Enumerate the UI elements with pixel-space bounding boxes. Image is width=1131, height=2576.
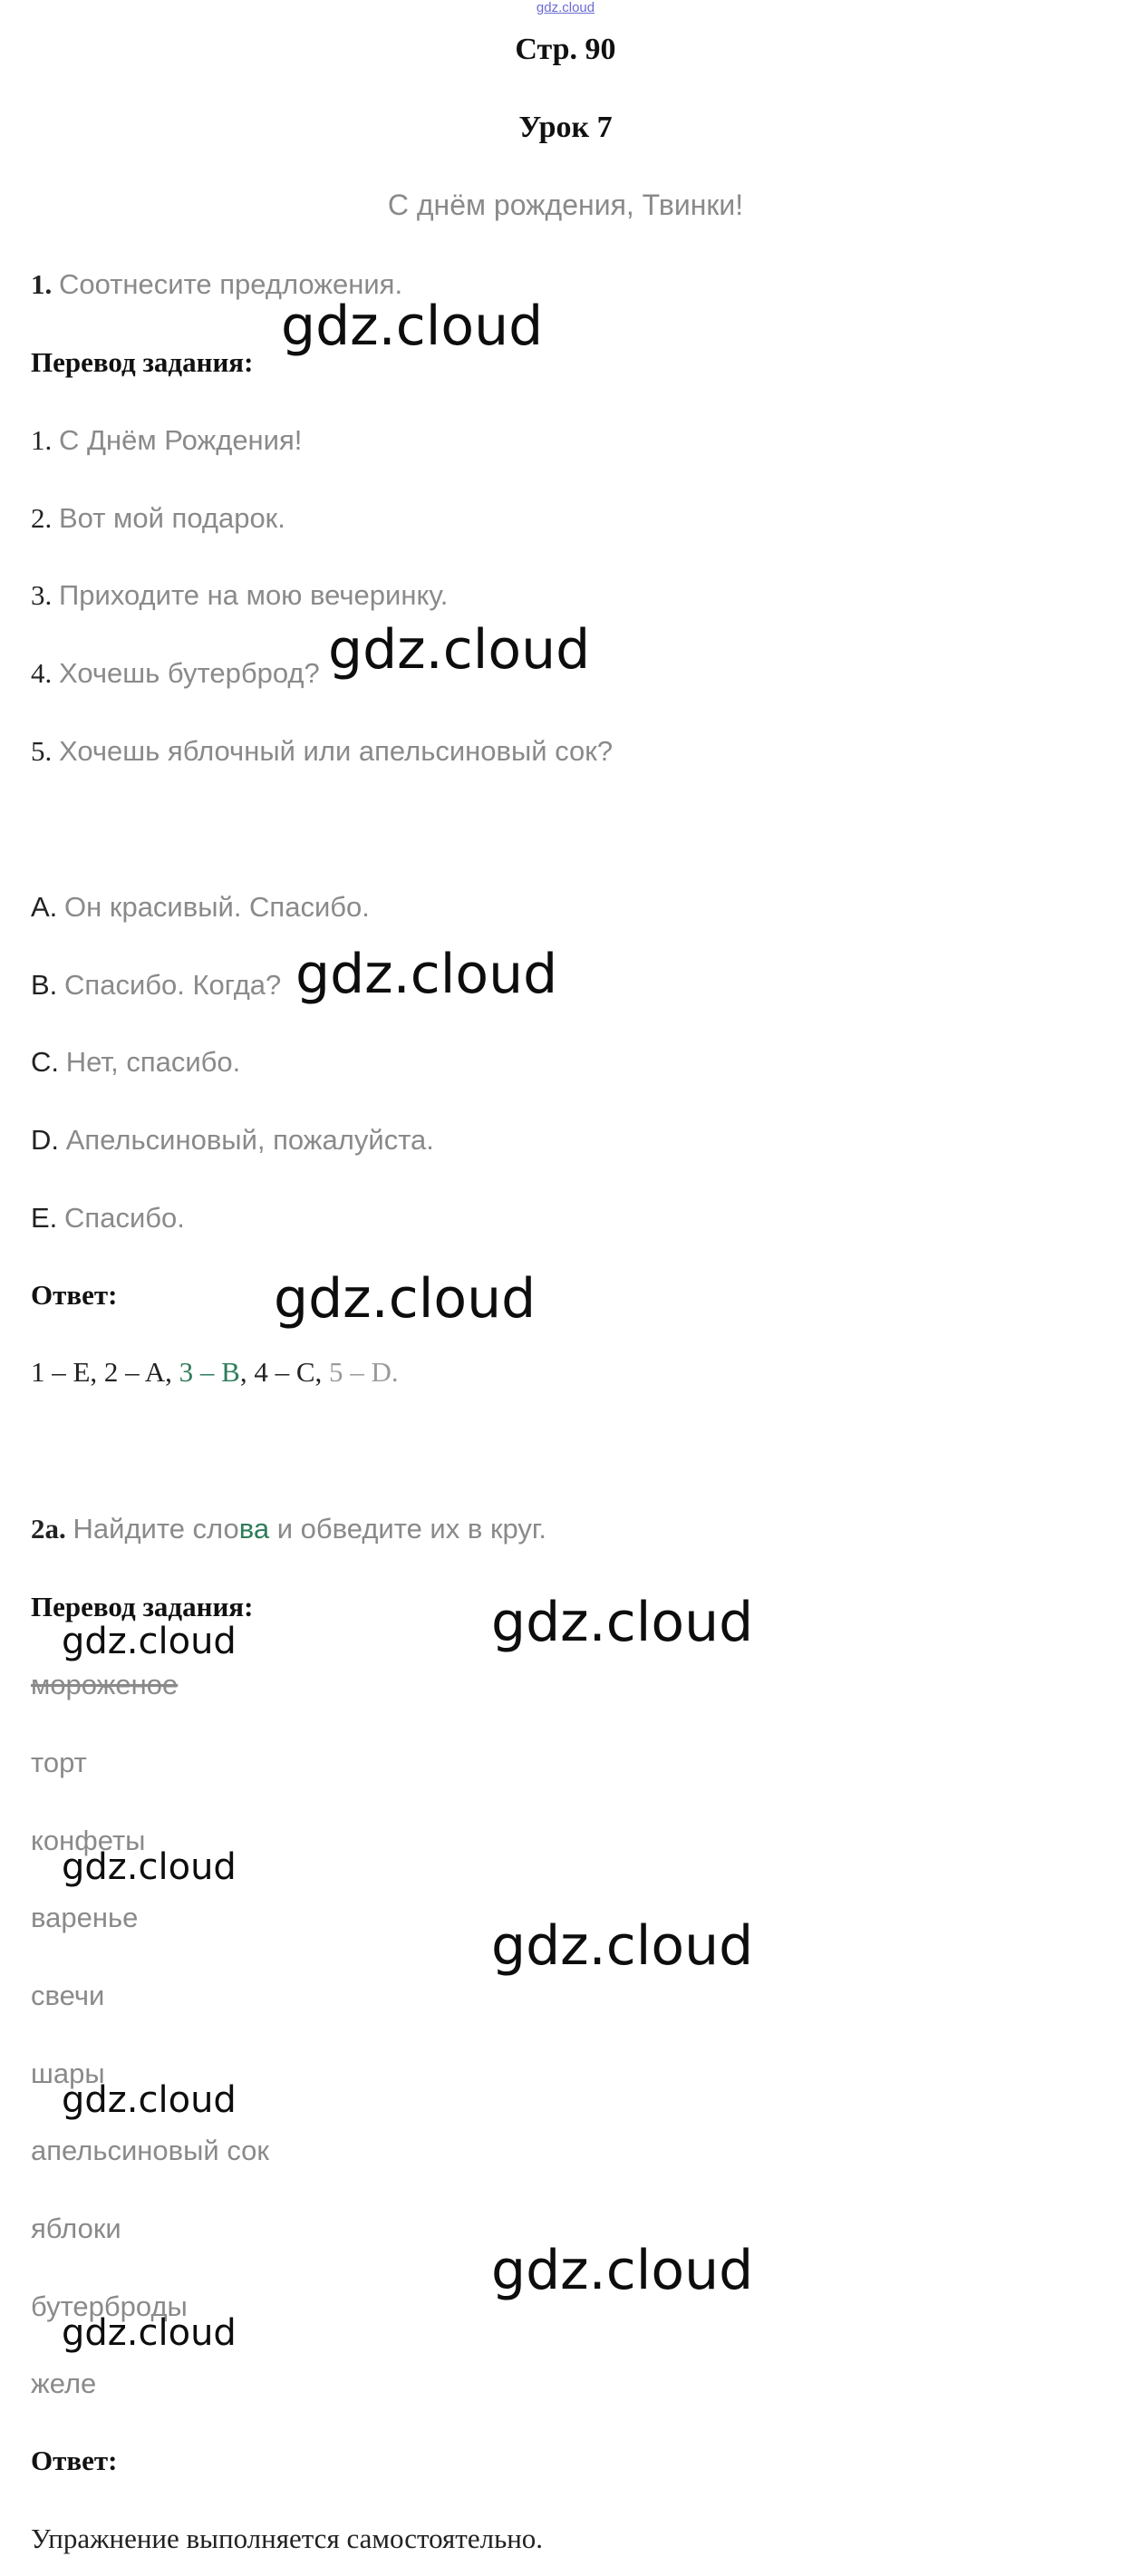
watermark: gdz.cloud <box>491 2239 754 2302</box>
site-mark-link[interactable]: gdz.cloud <box>536 0 595 15</box>
reply-text: Спасибо. <box>64 1202 185 1234</box>
reply-item <box>31 1123 434 1157</box>
answer-part: 1 – E, 2 – A, <box>31 1356 179 1388</box>
word-item: свечи <box>31 1980 105 2011</box>
sentence-text: С Днём Рождения! <box>59 424 303 456</box>
exercise-number: 2a. <box>31 1513 66 1545</box>
word-item: конфеты <box>31 1825 146 1856</box>
answer-part: , 4 – C, <box>239 1356 329 1388</box>
exercise-instruction: Найдите слова и обведите их в круг. <box>72 1513 547 1545</box>
answer-text: Упражнение выполняется самостоятельно. <box>31 2523 544 2554</box>
reply-item <box>31 968 281 1002</box>
reply-item <box>31 890 370 924</box>
reply-letter: C. <box>31 1046 59 1078</box>
word-item: шары <box>31 2058 105 2089</box>
answer-part: 3 – B <box>179 1356 240 1388</box>
answer-heading: Ответ: <box>31 1279 118 1311</box>
watermark: gdz.cloud <box>62 2079 237 2121</box>
reply-letter: A. <box>31 891 58 923</box>
lesson-label: Урок 7 <box>518 111 613 144</box>
sentence-text: Хочешь бутерброд? <box>59 657 320 689</box>
lesson-title: С днём рождения, Твинки! <box>387 189 744 221</box>
watermark: gdz.cloud <box>62 2312 237 2354</box>
watermark: gdz.cloud <box>328 618 591 682</box>
word-item: варенье <box>31 1902 139 1933</box>
watermark: gdz.cloud <box>62 1621 237 1662</box>
watermark: gdz.cloud <box>274 1267 536 1331</box>
word-item: торт <box>31 1747 87 1778</box>
watermark: gdz.cloud <box>491 1591 754 1654</box>
watermark: gdz.cloud <box>491 1914 754 1978</box>
watermark: gdz.cloud <box>281 295 544 358</box>
reply-text: Он красивый. Спасибо. <box>64 891 370 923</box>
word-item: желе <box>31 2368 97 2399</box>
answer-heading: Ответ: <box>31 2445 118 2476</box>
word-item: апельсиновый сок <box>31 2135 269 2166</box>
sentence-text: Приходите на мою вечеринку. <box>59 579 449 611</box>
word-item: яблоки <box>31 2213 121 2244</box>
sentence-number: 1. <box>31 424 53 456</box>
page-title: Стр. 90 <box>515 33 616 66</box>
reply-text: Апельсиновый, пожалуйста. <box>65 1124 434 1156</box>
reply-text: Спасибо. Когда? <box>64 969 282 1001</box>
sentence-number: 3. <box>31 579 53 611</box>
exercise-2a-instruction-line <box>31 1512 546 1545</box>
reply-letter: E. <box>31 1202 58 1234</box>
sentence-item <box>31 423 302 457</box>
translation-heading: Перевод задания: <box>31 346 254 378</box>
sentence-number: 4. <box>31 657 53 689</box>
watermark: gdz.cloud <box>295 943 558 1006</box>
reply-item <box>31 1201 185 1235</box>
sentence-item <box>31 656 320 690</box>
reply-letter: B. <box>31 969 58 1001</box>
sentence-text: Вот мой подарок. <box>59 502 285 534</box>
sentence-text: Хочешь яблочный или апельсиновый сок? <box>59 735 614 767</box>
word-item: бутерброды <box>31 2290 188 2322</box>
sentence-item <box>31 734 613 768</box>
exercise-number: 1. <box>31 268 53 300</box>
sentence-item <box>31 578 448 612</box>
answer-text <box>31 1356 399 1389</box>
reply-item <box>31 1045 240 1079</box>
sentence-item <box>31 501 285 535</box>
sentence-number: 5. <box>31 735 53 767</box>
word-item: мороженое <box>31 1669 179 1700</box>
reply-letter: D. <box>31 1124 59 1156</box>
translation-heading: Перевод задания: <box>31 1591 254 1622</box>
sentence-number: 2. <box>31 502 53 534</box>
answer-part: 5 – D. <box>329 1356 399 1388</box>
reply-text: Нет, спасибо. <box>65 1046 241 1078</box>
watermark: gdz.cloud <box>62 1846 237 1888</box>
exercise-instruction: Соотнесите предложения. <box>59 268 403 300</box>
